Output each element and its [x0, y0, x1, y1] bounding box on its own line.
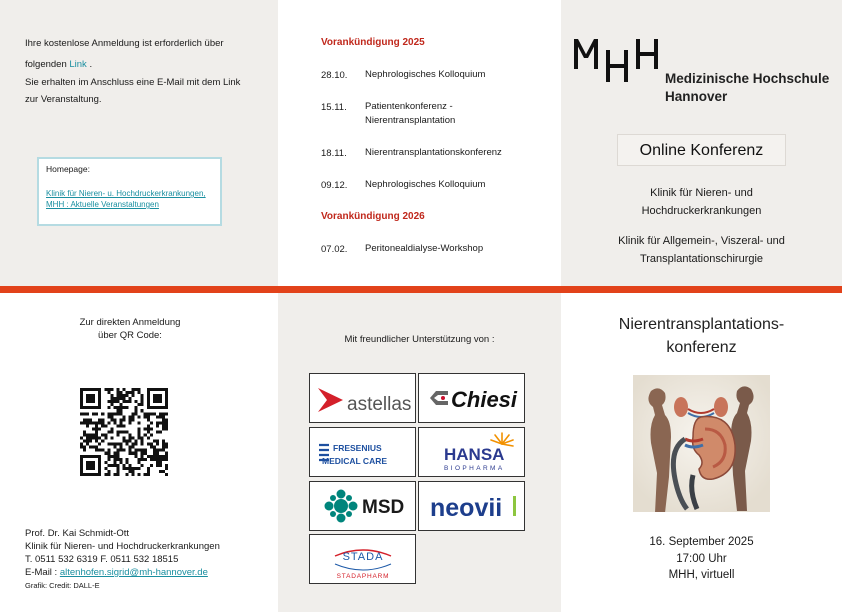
kidney-transplant-artwork: [633, 375, 770, 512]
conference-time: 17:00 Uhr: [676, 552, 727, 565]
event-name: Peritonealdialyse-Workshop: [365, 243, 484, 254]
clinic-line: Klinik für Nieren- und: [650, 187, 753, 199]
sponsor-stada-name: STADA: [342, 551, 383, 563]
stada-logo: [313, 537, 413, 581]
homepage-title: Homepage:: [46, 164, 90, 174]
event-date: 09.12.: [321, 180, 348, 191]
event-date: 28.10.: [321, 70, 348, 81]
homepage-link-line2[interactable]: MHH : Aktuelle Veranstaltungen: [46, 200, 159, 209]
conference-place: MHH, virtuell: [668, 569, 735, 581]
institution-name: [665, 70, 829, 106]
contact-name: Prof. Dr. Kai Schmidt-Ott: [25, 528, 129, 539]
sponsor-astellas[interactable]: [309, 373, 416, 423]
event-name: Nephrologisches Kolloquium: [365, 69, 486, 80]
sponsor-chiesi[interactable]: [418, 373, 525, 423]
fresenius-logo: [313, 431, 413, 473]
msd-logo: [313, 486, 413, 526]
homepage-box: [37, 157, 222, 226]
qr-caption-line2: über QR Code:: [98, 330, 162, 341]
qr-code[interactable]: [80, 388, 168, 476]
chiesi-logo: [422, 378, 522, 418]
neovii-logo: [422, 486, 522, 526]
event-name: Nierentransplantationskonferenz: [365, 147, 502, 158]
conference-title-line2: konferenz: [666, 339, 737, 356]
mhh-logo-mark: [574, 36, 658, 84]
sponsor-fresenius-name-line2: MEDICAL CARE: [321, 456, 387, 466]
qr-caption-line1: Zur direkten Anmeldung: [79, 317, 181, 328]
contact-block: [25, 527, 220, 592]
conference-date: 16. September 2025: [649, 536, 754, 548]
registration-line2-suffix: .: [89, 59, 93, 70]
image-credit: Grafik: Credit: DALL-E: [25, 581, 100, 590]
kidney-illustration: [633, 375, 770, 512]
contact-phone: T. 0511 532 6319 F. 0511 532 18515: [25, 554, 179, 565]
conference-title: [561, 313, 842, 359]
registration-line2: [25, 54, 251, 75]
event-name: Patientenkonferenz - Nierentransplantation: [365, 101, 456, 126]
registration-line1: Ihre kostenlose Anmeldung ist erforderlich über: [25, 38, 224, 49]
institution-name-line2: Hannover: [665, 89, 728, 104]
contact-email-line: [25, 566, 220, 579]
sponsor-chiesi-name: Chiesi: [450, 387, 517, 412]
announcement-heading-2026: Vorankündigung 2026: [321, 211, 425, 222]
sponsor-msd-name: MSD: [361, 497, 404, 518]
sponsor-stada[interactable]: [309, 534, 416, 584]
registration-link[interactable]: Link: [69, 59, 87, 70]
clinic-line: Klinik für Allgemein-, Viszeral- und: [618, 235, 785, 247]
clinic-line: Transplantationschirurgie: [639, 253, 764, 265]
institution-name-line1: Medizinische Hochschule: [665, 71, 830, 86]
event-date: 07.02.: [321, 244, 348, 255]
clinic-surgery: [561, 232, 842, 268]
sponsor-hansa-name: HANSA: [443, 445, 504, 464]
sponsor-fresenius[interactable]: [309, 427, 416, 477]
registration-line2-prefix: folgenden: [25, 59, 67, 70]
sponsor-hansa-sub: BIOPHARMA: [443, 465, 505, 472]
clinic-line: Hochdruckerkrankungen: [641, 205, 762, 217]
sponsor-neovii-name: neovii: [429, 494, 502, 522]
hansa-logo: [422, 430, 522, 474]
clinic-nephrology: [561, 184, 842, 220]
contact-email-prefix: E-Mail :: [25, 567, 58, 578]
event-date: 18.11.: [321, 148, 347, 159]
event-date: 15.11.: [321, 102, 347, 113]
conference-details: [561, 534, 842, 584]
astellas-logo: [313, 378, 413, 418]
event-name: Nephrologisches Kolloquium: [365, 179, 486, 190]
online-conference-label: Online Konferenz: [617, 134, 786, 166]
announcement-heading-2025: Vorankündigung 2025: [321, 37, 425, 48]
conference-title-line1: Nierentransplantations-: [618, 316, 785, 333]
sponsor-neovii[interactable]: [418, 481, 525, 531]
support-label: Mit freundlicher Unterstützung von :: [344, 334, 495, 345]
sponsor-fresenius-name-line1: FRESENIUS: [332, 443, 382, 453]
contact-email-link[interactable]: altenhofen.sigrid@mh-hannover.de: [59, 567, 208, 578]
sponsor-msd[interactable]: [309, 481, 416, 531]
sponsor-astellas-name: astellas: [346, 394, 411, 415]
qr-caption: [40, 316, 220, 342]
sponsor-stada-sub: STADAPHARM: [336, 573, 389, 580]
registration-info: Sie erhalten im Anschluss eine E-Mail mit dem Link zur Veranstaltung.: [25, 77, 241, 105]
red-divider: [0, 286, 842, 293]
sponsor-hansa[interactable]: [418, 427, 525, 477]
contact-department: Klinik für Nieren- und Hochdruckerkrankungen: [25, 541, 220, 552]
registration-text: [25, 33, 251, 75]
homepage-link-line1[interactable]: Klinik für Nieren- u. Hochdruckerkrankungen,: [46, 189, 206, 198]
